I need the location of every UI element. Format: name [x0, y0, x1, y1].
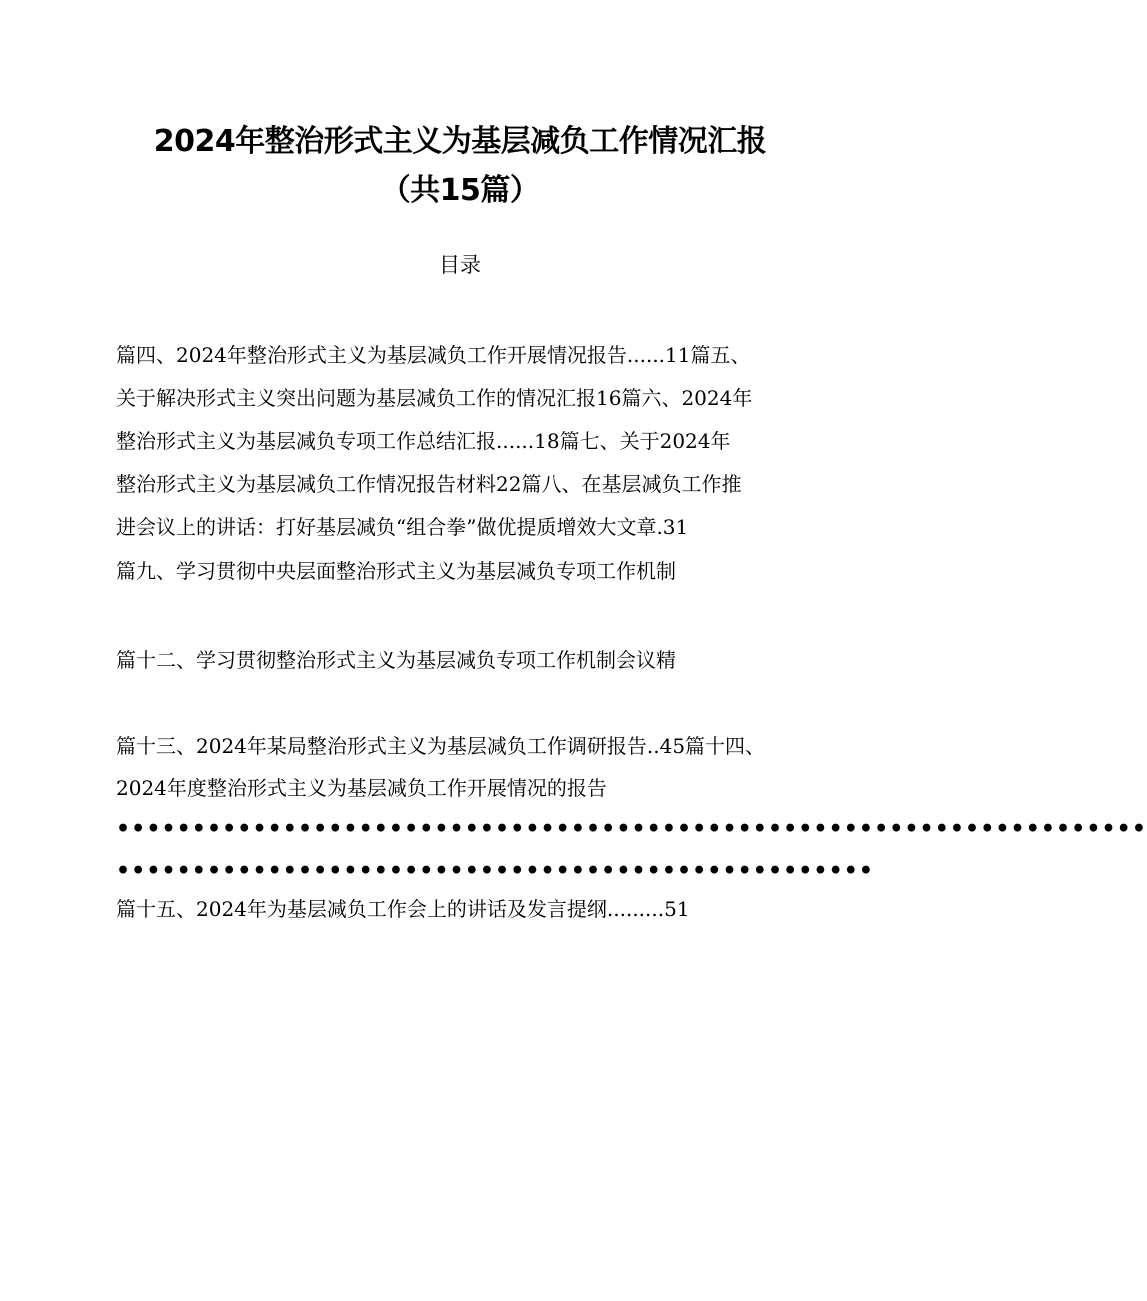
toc-line-9: 2024年度整治形式主义为基层减负工作开展情况的报告 [116, 776, 607, 800]
toc-heading: 目录 [439, 253, 481, 277]
toc-line-10: 篇十五、2024年为基层减负工作会上的讲话及发言提纲.........51 [116, 897, 690, 921]
toc-line-7: 篇十二、学习贯彻整治形式主义为基层减负专项工作机制会议精 [116, 648, 676, 672]
document-title: 2024年整治形式主义为基层减负工作情况汇报 [153, 124, 767, 159]
toc-line-3: 整治形式主义为基层减负专项工作总结汇报......18篇七、关于2024年 [116, 429, 731, 453]
document-subtitle-count: （共15篇） [380, 173, 540, 208]
toc-line-4: 整治形式主义为基层减负工作情况报告材料22篇八、在基层减负工作推 [116, 472, 742, 496]
toc-line-1: 篇四、2024年整治形式主义为基层减负工作开展情况报告......11篇五、 [116, 343, 751, 367]
toc-line-6: 篇九、学习贯彻中央层面整治形式主义为基层减负专项工作机制 [116, 559, 676, 583]
toc-line-2: 关于解决形式主义突出问题为基层减负工作的情况汇报16篇六、2024年 [116, 386, 753, 410]
toc-leader-dots-2: •••••••••••••••••••••••••••••••••••••••••••••••••• [116, 858, 875, 884]
toc-leader-dots-1: •••••••••••••••••••••••••••••••••••••••••••••••••••••••••••••••••••• [116, 816, 1147, 842]
toc-line-5: 进会议上的讲话：打好基层减负“组合拳”做优提质增效大文章.31 [116, 515, 689, 539]
toc-line-8: 篇十三、2024年某局整治形式主义为基层减负工作调研报告..45篇十四、 [116, 734, 766, 758]
